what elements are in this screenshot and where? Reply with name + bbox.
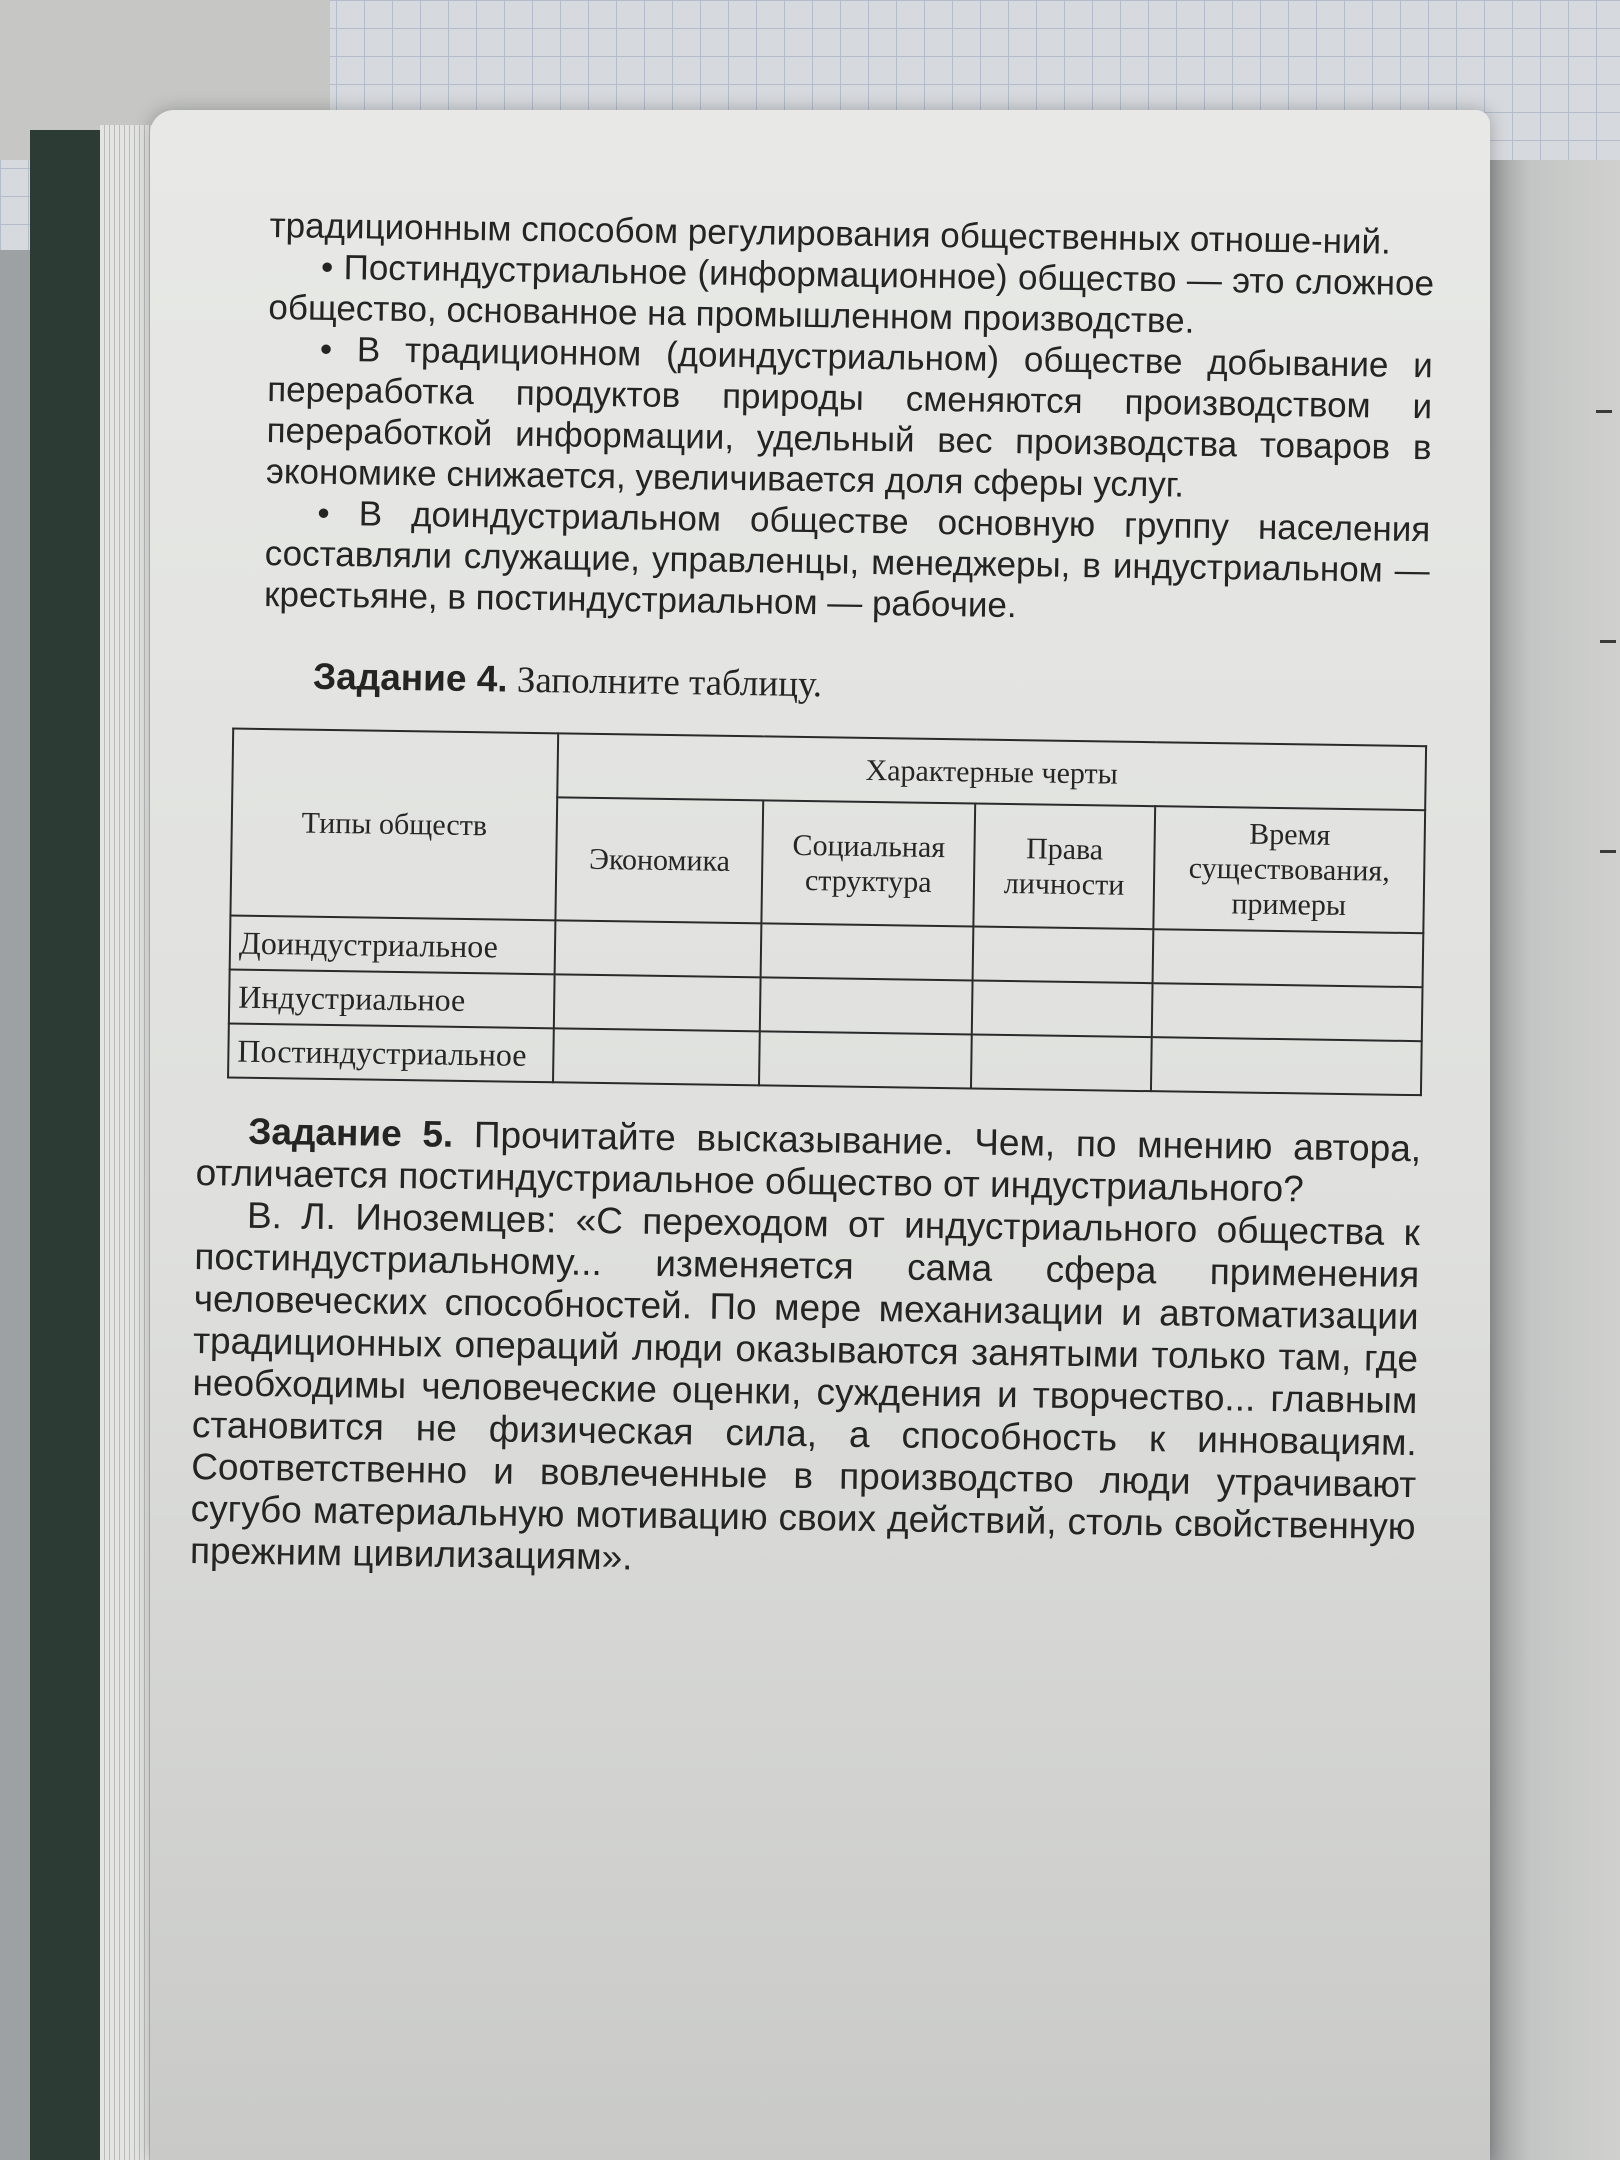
column-header-social-structure: Социальная структура xyxy=(762,800,975,926)
column-header-economy: Экономика xyxy=(555,797,763,923)
task-5-question-text: Прочитайте высказывание. Чем, по мнению автора, отличается постиндустриальное общество от индустриального? xyxy=(195,1114,1422,1210)
task-4-heading xyxy=(313,656,1429,716)
society-types-table-wrapper xyxy=(227,727,1427,1096)
table-cell xyxy=(761,923,973,980)
bullet-statement-3: • В доиндустриальном обществе основную группу населения составляли служащие, управленцы, менеджеры, в индустриальном — крестьяне, в постиндустриальном — рабочие. xyxy=(263,493,1431,626)
table-cell xyxy=(971,1035,1152,1092)
bullet-statement-1: • Постиндустриальное (информационное) общество — это сложное общество, основанное на промышленном производстве. xyxy=(268,247,1435,341)
intro-text: традиционным способом регулирования общественных отноше-ний. xyxy=(269,205,1392,262)
row-label-preindustrial: Доиндустриальное xyxy=(230,915,556,974)
bullet-statement-2: • В традиционном (доиндустриальном) обществе добывание и переработка продуктов природы сменяются производством и переработкой информации, удельный вес производства товаров в экономике снижается, увеличивается доля сферы услуг. xyxy=(265,329,1434,505)
row-label-industrial: Индустриальное xyxy=(229,969,555,1028)
row-label-postindustrial: Постиндустриальное xyxy=(228,1023,554,1082)
table-cell xyxy=(1152,983,1423,1041)
facing-page-mark xyxy=(1600,640,1616,643)
task-5-label: Задание 5. xyxy=(247,1110,454,1155)
table-cell xyxy=(973,927,1154,984)
society-types-table xyxy=(227,727,1427,1096)
table-cell xyxy=(760,977,972,1034)
table-cell xyxy=(553,1028,760,1085)
facing-page-mark xyxy=(1600,850,1616,853)
table-cell xyxy=(555,920,762,977)
column-header-time-examples: Время существования, примеры xyxy=(1153,806,1425,933)
page-content xyxy=(189,205,1435,1590)
table-cell xyxy=(1151,1037,1422,1095)
table-cell xyxy=(759,1031,971,1088)
task-4-text: Заполните таблицу. xyxy=(516,659,823,706)
table-cell xyxy=(1153,929,1424,987)
table-cell xyxy=(972,981,1153,1038)
task-4-label: Задание 4. xyxy=(312,655,508,700)
types-header: Типы обществ xyxy=(230,729,558,921)
task-5-quote: В. Л. Иноземцев: «С переходом от индустриального общества к постиндустриальному... изменяется сама сфера применения человеческих способностей. По мере механизации и автоматизации традиционных операций люди оказываются занятыми только там, где необходимы человеческие оценки, суждения и творчество... главным становится не физическая сила, а способность к инновациям. Соответственно и вовлеченные в производство люди утрачивают сугубо материальную мотивацию своих действий, столь свойственную прежним цивилизациям». xyxy=(189,1194,1421,1578)
facing-page-edge xyxy=(1480,160,1620,2160)
facing-page-mark xyxy=(1596,410,1612,413)
characteristics-header: Характерные черты xyxy=(557,733,1426,810)
table-cell xyxy=(554,974,761,1031)
task-5-block xyxy=(190,1110,1422,1590)
column-header-personal-rights: Права личности xyxy=(973,804,1155,930)
